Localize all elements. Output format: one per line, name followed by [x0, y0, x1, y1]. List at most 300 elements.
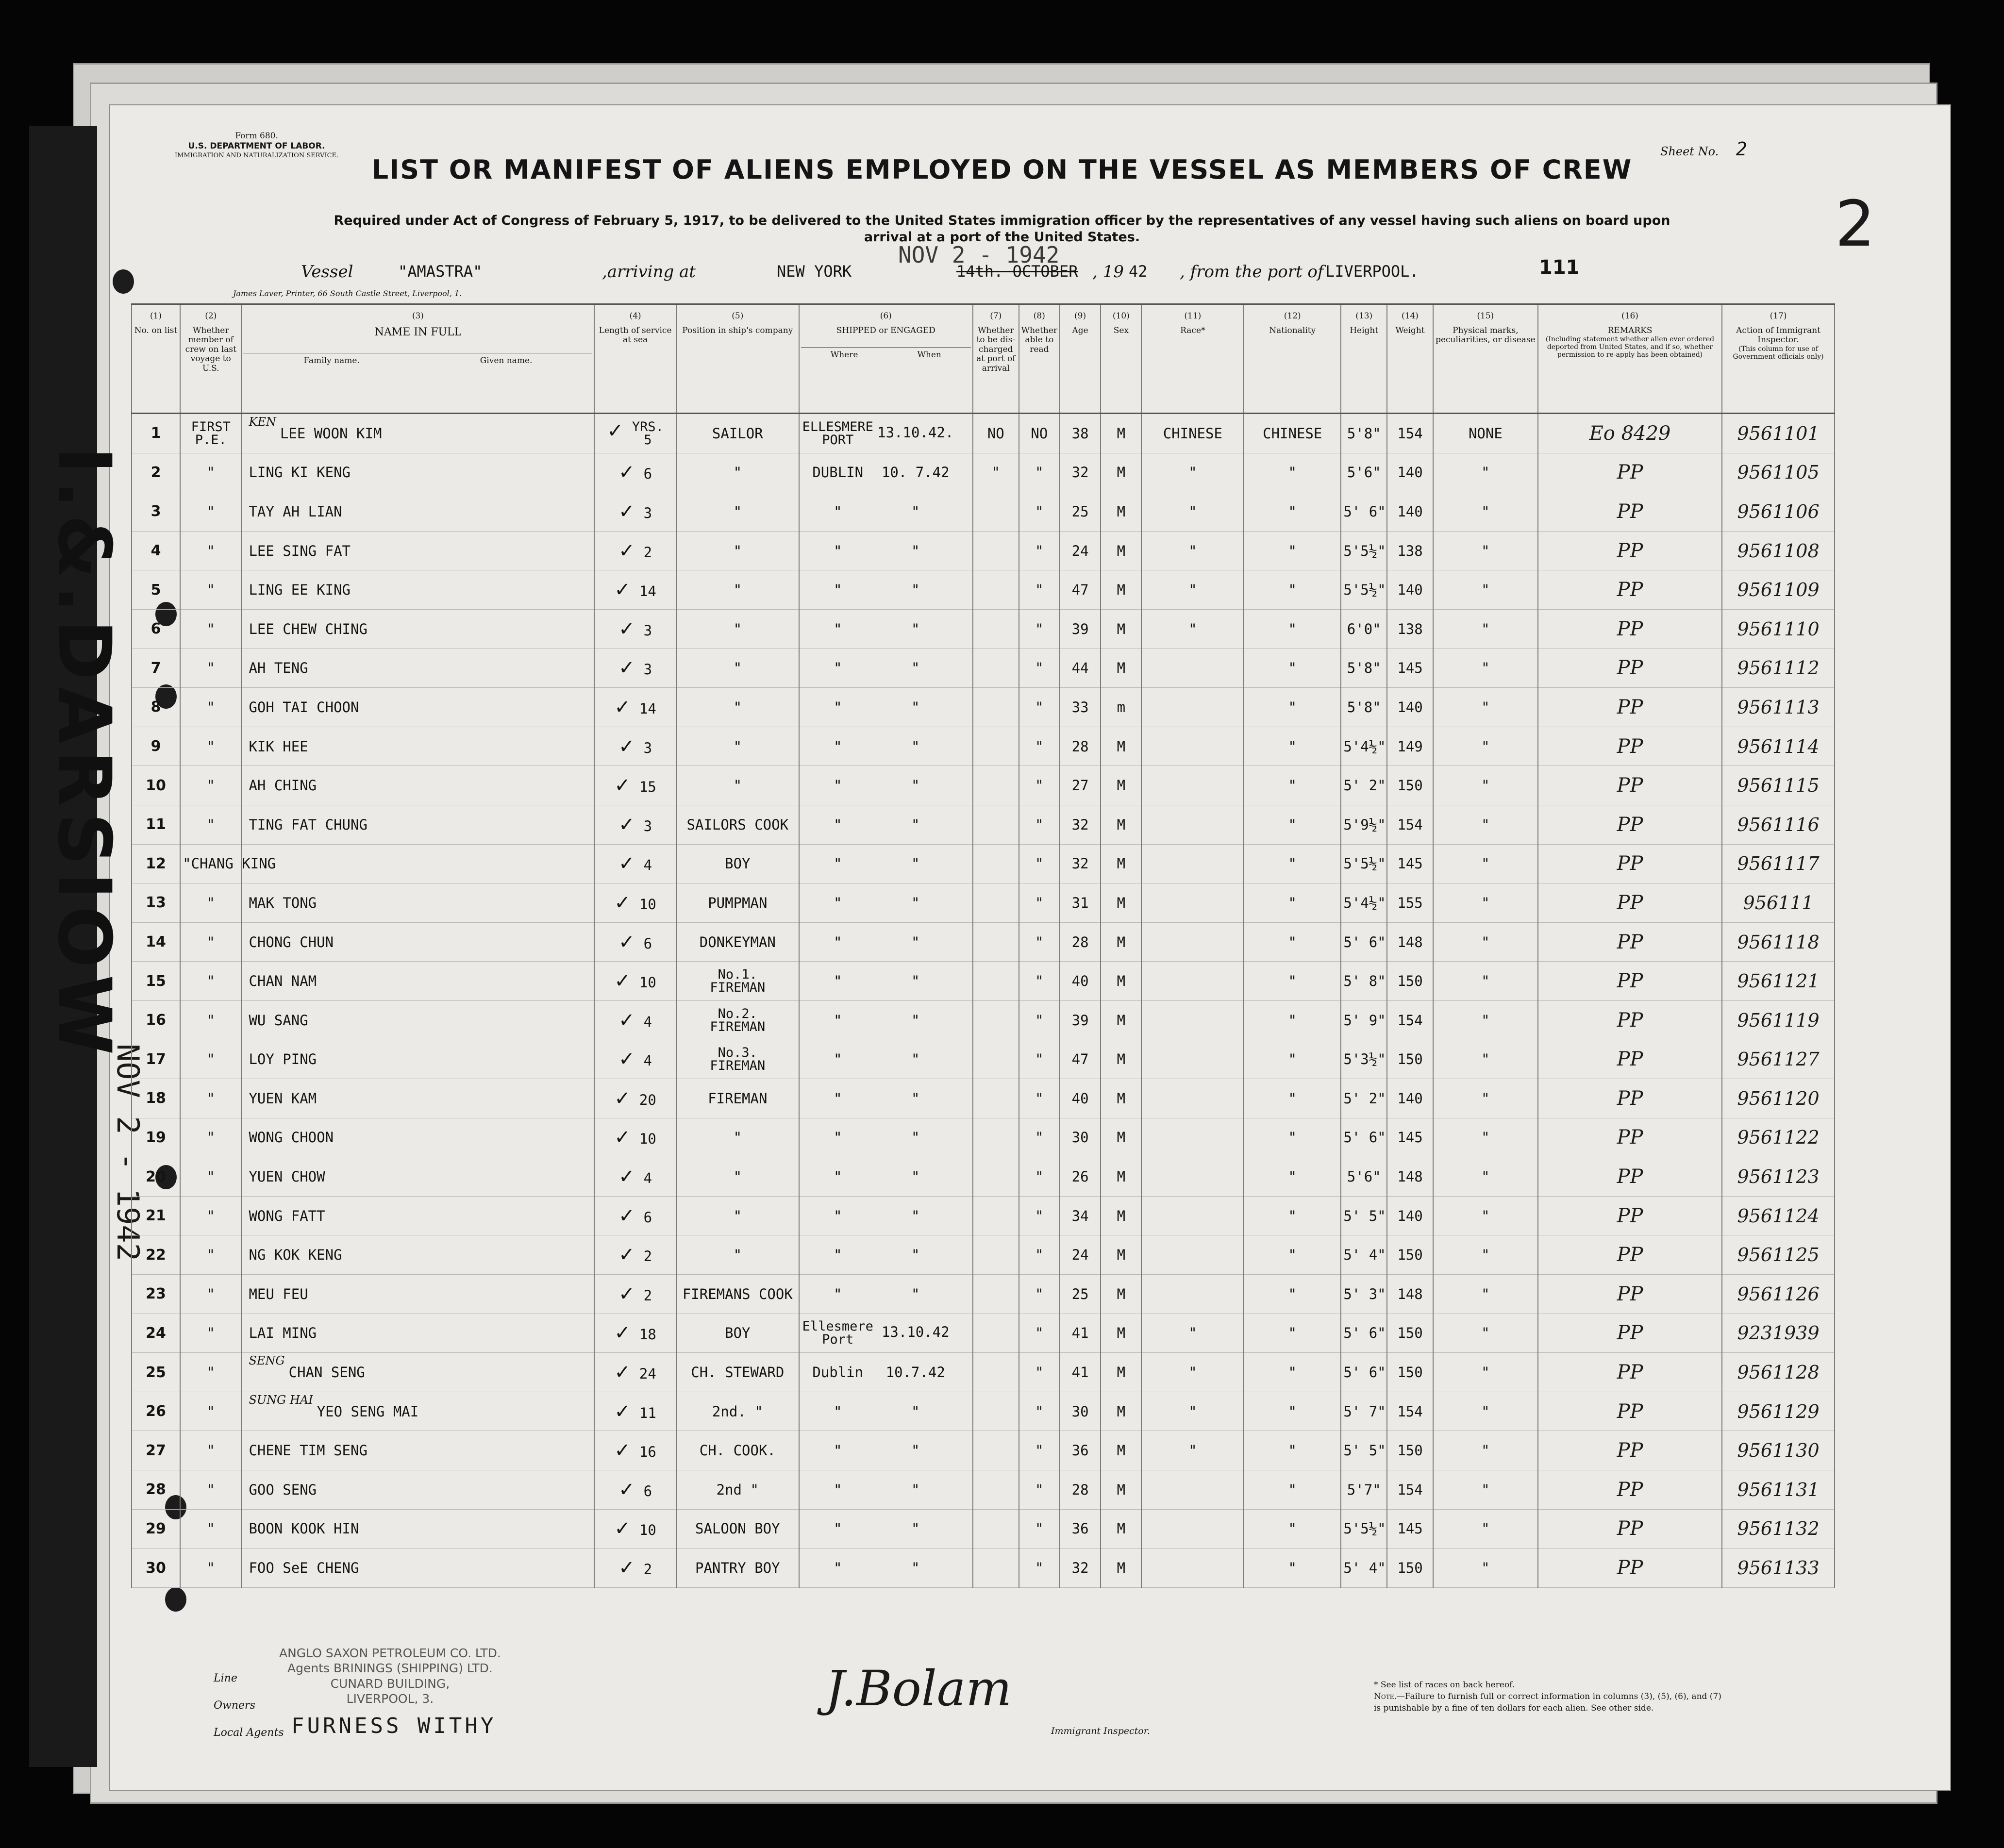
cell-inspector-action: 9561133 [1722, 1548, 1835, 1588]
cell-discharged [973, 531, 1019, 570]
cell-crew-name [241, 1470, 594, 1510]
cell-discharged [973, 1000, 1019, 1040]
cell-sex: M [1101, 1509, 1141, 1548]
cell-last-voyage: " [180, 922, 241, 962]
cell-height: 5' 4" [1341, 1235, 1387, 1275]
cell-discharged [973, 1196, 1019, 1235]
cell-last-voyage: " [180, 453, 241, 492]
crew-name-text: AH TENG [249, 660, 308, 677]
cell-last-voyage: " [180, 1353, 241, 1392]
cell-physical-marks: " [1433, 805, 1538, 844]
cell-position: " [676, 570, 799, 610]
cell-crew-name [241, 1509, 594, 1548]
col-position: (5) Position in ship's company [676, 304, 799, 414]
cell-race: " [1141, 531, 1244, 570]
cell-able-to-read: " [1019, 883, 1060, 923]
cell-race: " [1141, 1392, 1244, 1431]
where-header: Where [830, 350, 858, 360]
service: IMMIGRATION AND NATURALIZATION SERVICE. [175, 151, 339, 159]
cell-age: 40 [1060, 962, 1101, 1001]
cell-sex: M [1101, 1000, 1141, 1040]
cell-remarks: PP [1538, 727, 1722, 766]
cell-inspector-action: 9561119 [1722, 1000, 1835, 1040]
col-inspector-action: (17) Action of Immigrant Inspector. (This column for use of Government officials only) [1722, 304, 1835, 414]
cell-remarks: PP [1538, 1353, 1722, 1392]
cell-shipped: " " [799, 1235, 973, 1275]
cell-last-voyage: " [180, 1470, 241, 1510]
cell-service-years: ✓ 2 [594, 1275, 676, 1314]
cell-inspector-action: 9561110 [1722, 609, 1835, 649]
cell-height: 5' 5" [1341, 1431, 1387, 1470]
cell-race [1141, 1079, 1244, 1118]
cell-able-to-read: " [1019, 844, 1060, 883]
cell-remarks: PP [1538, 1431, 1722, 1470]
cell-shipped: " " [799, 570, 973, 610]
cell-position: FIREMAN [676, 1079, 799, 1118]
cell-discharged [973, 1470, 1019, 1510]
cell-able-to-read: " [1019, 453, 1060, 492]
cell-physical-marks: " [1433, 492, 1538, 532]
cell-discharged [973, 1314, 1019, 1353]
cell-sex: M [1101, 531, 1141, 570]
cell-row-number: 20 [132, 1157, 180, 1197]
crew-name-text: LING KI KENG [249, 464, 351, 481]
cell-discharged [973, 688, 1019, 727]
crew-name-text: MAK TONG [249, 894, 317, 911]
cell-weight: 145 [1387, 844, 1433, 883]
cell-physical-marks: " [1433, 883, 1538, 923]
cell-remarks: PP [1538, 962, 1722, 1001]
cell-discharged [973, 1353, 1019, 1392]
cell-sex: M [1101, 1548, 1141, 1588]
cell-weight: 154 [1387, 414, 1433, 453]
check-mark-icon: ✓ [618, 1048, 635, 1071]
cell-crew-name [241, 1196, 594, 1235]
crew-name-text: YUEN KAM [249, 1090, 317, 1107]
cell-physical-marks: " [1433, 1509, 1538, 1548]
table-row [132, 1314, 1835, 1353]
cell-sex: M [1101, 883, 1141, 923]
table-row [132, 844, 1835, 883]
cell-inspector-action: 9561130 [1722, 1431, 1835, 1470]
cell-nationality: " [1244, 727, 1341, 766]
cell-last-voyage: " [180, 688, 241, 727]
when-header: When [917, 350, 941, 360]
cell-age: 25 [1060, 1275, 1101, 1314]
cell-service-years: ✓ 6 [594, 1196, 676, 1235]
cell-discharged: NO [973, 414, 1019, 453]
cell-age: 34 [1060, 1196, 1101, 1235]
cell-race: CHINESE [1141, 414, 1244, 453]
cell-nationality: " [1244, 922, 1341, 962]
local-agents-handwritten: FURNESS WITHY [291, 1714, 497, 1738]
cell-crew-name [241, 1548, 594, 1588]
cell-position: " [676, 766, 799, 805]
check-mark-icon: ✓ [614, 1322, 631, 1345]
cell-inspector-action: 9561112 [1722, 649, 1835, 688]
cell-age: 36 [1060, 1509, 1101, 1548]
cell-race [1141, 962, 1244, 1001]
cell-race [1141, 1509, 1244, 1548]
table-row [132, 1392, 1835, 1431]
cell-age: 28 [1060, 727, 1101, 766]
cell-physical-marks: " [1433, 1470, 1538, 1510]
corner-mark: 2 [1835, 187, 1875, 261]
cell-crew-name [241, 1314, 594, 1353]
cell-row-number: 27 [132, 1431, 180, 1470]
check-mark-icon: ✓ [614, 1087, 631, 1110]
cell-weight: 150 [1387, 1353, 1433, 1392]
cell-crew-name [241, 922, 594, 962]
check-mark-icon: ✓ [614, 774, 631, 797]
table-row [132, 1509, 1835, 1548]
cell-crew-name [241, 1431, 594, 1470]
cell-shipped: DUBLIN 10. 7.42 [799, 453, 973, 492]
cell-race [1141, 766, 1244, 805]
cell-discharged [973, 1235, 1019, 1275]
cell-weight: 154 [1387, 1392, 1433, 1431]
col-read: (8) Whether able to read [1019, 304, 1060, 414]
cell-position: 2nd " [676, 1470, 799, 1510]
cell-able-to-read: " [1019, 609, 1060, 649]
table-row [132, 453, 1835, 492]
cell-age: 28 [1060, 1470, 1101, 1510]
table-row [132, 727, 1835, 766]
col-discharged: (7) Whether to be dis-charged at port of arrival [973, 304, 1019, 414]
cell-crew-name [241, 609, 594, 649]
cell-row-number: 23 [132, 1275, 180, 1314]
local-agents-label: Local Agents [214, 1727, 284, 1739]
cell-height: 5'8" [1341, 649, 1387, 688]
col-physical-marks: (15) Physical marks, peculiarities, or disease [1433, 304, 1538, 414]
cell-crew-name [241, 883, 594, 923]
cell-discharged [973, 844, 1019, 883]
cell-age: 44 [1060, 649, 1101, 688]
cell-discharged [973, 1431, 1019, 1470]
check-mark-icon: ✓ [614, 579, 631, 601]
cell-discharged [973, 922, 1019, 962]
cell-discharged [973, 962, 1019, 1001]
crew-name-text: LEE WOON KIM [280, 425, 382, 442]
cell-age: 39 [1060, 609, 1101, 649]
page-subtitle [0, 213, 2004, 246]
cell-age: 41 [1060, 1353, 1101, 1392]
punch-hole [113, 269, 134, 294]
cell-remarks: PP [1538, 492, 1722, 532]
cell-last-voyage: " [180, 1392, 241, 1431]
family-name-header: Family name. [303, 355, 360, 366]
check-mark-icon: ✓ [618, 735, 635, 758]
cell-height: 5' 6" [1341, 1314, 1387, 1353]
col-sex: (10) Sex [1101, 304, 1141, 414]
cell-height: 5'7" [1341, 1470, 1387, 1510]
cell-row-number: 15 [132, 962, 180, 1001]
cell-service-years: ✓ 3 [594, 609, 676, 649]
cell-weight: 138 [1387, 531, 1433, 570]
cell-row-number: 6 [132, 609, 180, 649]
cell-physical-marks: " [1433, 1196, 1538, 1235]
cell-discharged: " [973, 453, 1019, 492]
cell-inspector-action: 9561127 [1722, 1040, 1835, 1079]
check-mark-icon: ✓ [618, 1244, 635, 1266]
check-mark-icon: ✓ [614, 1439, 631, 1462]
cell-row-number: 2 [132, 453, 180, 492]
cell-able-to-read: " [1019, 492, 1060, 532]
cell-race [1141, 1548, 1244, 1588]
cell-last-voyage: " [180, 962, 241, 1001]
subtitle-text: Required under Act of Congress of February 5, 1917, to be delivered to the United States immigration officer by the representatives of any vessel having such aliens on board upon arrival at a port of the United States. [334, 213, 1670, 245]
cell-physical-marks: " [1433, 609, 1538, 649]
cell-age: 47 [1060, 1040, 1101, 1079]
table-row [132, 492, 1835, 532]
cell-shipped: " " [799, 962, 973, 1001]
cell-last-voyage: " [180, 805, 241, 844]
cell-row-number: 16 [132, 1000, 180, 1040]
cell-physical-marks: " [1433, 1353, 1538, 1392]
table-row [132, 414, 1835, 453]
cell-age: 26 [1060, 1157, 1101, 1197]
cell-inspector-action: 9561129 [1722, 1392, 1835, 1431]
cell-last-voyage: " [180, 727, 241, 766]
cell-race [1141, 1118, 1244, 1157]
cell-crew-name [241, 688, 594, 727]
crew-name-text: CHAN SENG [288, 1364, 365, 1381]
cell-able-to-read: " [1019, 727, 1060, 766]
cell-crew-name [241, 727, 594, 766]
cell-height: 5' 8" [1341, 962, 1387, 1001]
cell-service-years: ✓ 3 [594, 649, 676, 688]
cell-service-years: ✓ 6 [594, 1470, 676, 1510]
cell-nationality: " [1244, 766, 1341, 805]
cell-inspector-action: 9561128 [1722, 1353, 1835, 1392]
cell-discharged [973, 1392, 1019, 1431]
cell-crew-name [241, 414, 594, 453]
cell-age: 39 [1060, 1000, 1101, 1040]
cell-physical-marks: " [1433, 962, 1538, 1001]
footer-labels [214, 1665, 284, 1747]
sheet-number-label: Sheet No. [1660, 145, 1719, 158]
cell-service-years: ✓ 2 [594, 1548, 676, 1588]
cell-inspector-action: 9561115 [1722, 766, 1835, 805]
cell-row-number: 3 [132, 492, 180, 532]
arriving-label: ,arriving at [602, 262, 696, 282]
cell-crew-name [241, 1353, 594, 1392]
crew-name-text: NG KOK KENG [249, 1247, 342, 1264]
cell-weight: 140 [1387, 1196, 1433, 1235]
cell-crew-name [241, 1235, 594, 1275]
cell-weight: 145 [1387, 1118, 1433, 1157]
crew-manifest-table [131, 303, 1835, 1588]
cell-last-voyage: " [180, 1548, 241, 1588]
cell-sex: M [1101, 1392, 1141, 1431]
list-number: 111 [1539, 256, 1580, 279]
arrival-port: NEW YORK [777, 262, 852, 281]
cell-row-number: 25 [132, 1353, 180, 1392]
cell-inspector-action: 9561113 [1722, 688, 1835, 727]
cell-able-to-read: " [1019, 1079, 1060, 1118]
cell-shipped: " " [799, 1548, 973, 1588]
cell-shipped: " " [799, 727, 973, 766]
cell-able-to-read: " [1019, 1353, 1060, 1392]
cell-last-voyage: " [180, 883, 241, 923]
cell-weight: 149 [1387, 727, 1433, 766]
crew-name-text: LING EE KING [249, 582, 351, 599]
cell-row-number: 13 [132, 883, 180, 923]
cell-age: 33 [1060, 688, 1101, 727]
cell-remarks: PP [1538, 883, 1722, 923]
line-label: Line [214, 1672, 237, 1684]
cell-race: " [1141, 453, 1244, 492]
cell-race [1141, 1235, 1244, 1275]
cell-position: " [676, 609, 799, 649]
cell-height: 5'6" [1341, 453, 1387, 492]
cell-physical-marks: " [1433, 649, 1538, 688]
cell-sex: M [1101, 727, 1141, 766]
struck-date: 14th. OCTOBER [956, 262, 1078, 281]
cell-nationality: " [1244, 962, 1341, 1001]
cell-race [1141, 805, 1244, 844]
cell-weight: 150 [1387, 1040, 1433, 1079]
cell-race: " [1141, 1353, 1244, 1392]
cell-able-to-read: " [1019, 1392, 1060, 1431]
cell-age: 24 [1060, 1235, 1101, 1275]
side-date-stamp: NOV 2 - 1942 [110, 1044, 146, 1261]
check-mark-icon: ✓ [614, 696, 631, 718]
cell-row-number: 5 [132, 570, 180, 610]
agent-stamp: ANGLO SAXON PETROLEUM CO. LTD. Agents BRININGS (SHIPPING) LTD. CUNARD BUILDING, LIVERPOOL, 3. [279, 1646, 501, 1706]
cell-shipped: " " [799, 922, 973, 962]
cell-nationality: CHINESE [1244, 414, 1341, 453]
cell-weight: 140 [1387, 1079, 1433, 1118]
cell-service-years: ✓ 14 [594, 570, 676, 610]
cell-able-to-read: " [1019, 922, 1060, 962]
cell-position: " [676, 1235, 799, 1275]
cell-able-to-read: " [1019, 962, 1060, 1001]
given-name-header: Given name. [480, 355, 533, 366]
cell-nationality: " [1244, 609, 1341, 649]
cell-service-years: ✓ 6 [594, 922, 676, 962]
cell-position: " [676, 453, 799, 492]
check-mark-icon: ✓ [618, 461, 635, 484]
cell-row-number: 18 [132, 1079, 180, 1118]
cell-sex: M [1101, 1040, 1141, 1079]
cell-physical-marks: " [1433, 1235, 1538, 1275]
cell-position: " [676, 1118, 799, 1157]
table-row [132, 1235, 1835, 1275]
cell-row-number: 17 [132, 1040, 180, 1079]
cell-service-years: ✓ 3 [594, 727, 676, 766]
cell-nationality: " [1244, 1157, 1341, 1197]
cell-row-number: 14 [132, 922, 180, 962]
cell-row-number: 11 [132, 805, 180, 844]
cell-service-years: ✓ 18 [594, 1314, 676, 1353]
cell-last-voyage: " [180, 1275, 241, 1314]
cell-height: 5'4½" [1341, 727, 1387, 766]
cell-able-to-read: " [1019, 1040, 1060, 1079]
check-mark-icon: ✓ [614, 1517, 631, 1540]
cell-nationality: " [1244, 1118, 1341, 1157]
cell-age: 36 [1060, 1431, 1101, 1470]
cell-shipped: " " [799, 531, 973, 570]
punch-hole [165, 1587, 186, 1612]
cell-able-to-read: " [1019, 688, 1060, 727]
cell-crew-name [241, 1118, 594, 1157]
cell-inspector-action: 9231939 [1722, 1314, 1835, 1353]
cell-physical-marks: " [1433, 766, 1538, 805]
cell-crew-name [241, 805, 594, 844]
cell-crew-name [241, 1157, 594, 1197]
check-mark-icon: ✓ [614, 970, 631, 993]
cell-position: FIREMANS COOK [676, 1275, 799, 1314]
cell-weight: 138 [1387, 609, 1433, 649]
cell-row-number: 10 [132, 766, 180, 805]
cell-inspector-action: 9561114 [1722, 727, 1835, 766]
cell-nationality: " [1244, 1353, 1341, 1392]
check-mark-icon: ✓ [618, 1009, 635, 1032]
cell-sex: M [1101, 1235, 1141, 1275]
cell-shipped: " " [799, 1196, 973, 1235]
cell-physical-marks: " [1433, 1548, 1538, 1588]
cell-remarks: PP [1538, 805, 1722, 844]
cell-height: 5' 2" [1341, 1079, 1387, 1118]
table-row [132, 922, 1835, 962]
cell-row-number: 12 [132, 844, 180, 883]
table-row [132, 1040, 1835, 1079]
cell-race: " [1141, 609, 1244, 649]
cell-remarks: PP [1538, 688, 1722, 727]
cell-last-voyage: " [180, 1118, 241, 1157]
col-height: (13) Height [1341, 304, 1387, 414]
cell-physical-marks: NONE [1433, 414, 1538, 453]
cell-age: 38 [1060, 414, 1101, 453]
cell-sex: M [1101, 805, 1141, 844]
cell-sex: M [1101, 962, 1141, 1001]
cell-height: 5' 6" [1341, 1353, 1387, 1392]
cell-remarks: PP [1538, 922, 1722, 962]
cell-discharged [973, 570, 1019, 610]
cell-sex: M [1101, 649, 1141, 688]
cell-service-years: ✓ 10 [594, 883, 676, 923]
cell-position: " [676, 727, 799, 766]
cell-inspector-action: 9561105 [1722, 453, 1835, 492]
cell-able-to-read: " [1019, 1431, 1060, 1470]
cell-service-years: ✓ 14 [594, 688, 676, 727]
cell-crew-name [241, 649, 594, 688]
cell-race [1141, 1275, 1244, 1314]
cell-shipped: " " [799, 688, 973, 727]
cell-last-voyage: " [180, 1157, 241, 1197]
crew-name-text: LEE CHEW CHING [249, 620, 367, 637]
cell-race [1141, 1157, 1244, 1197]
cell-race [1141, 844, 1244, 883]
cell-weight: 140 [1387, 453, 1433, 492]
cell-sex: M [1101, 609, 1141, 649]
cell-nationality: " [1244, 1235, 1341, 1275]
table-row [132, 1000, 1835, 1040]
cell-remarks: PP [1538, 570, 1722, 610]
cell-last-voyage: " [180, 609, 241, 649]
penalty-note: Note.—Failure to furnish full or correct information in columns (3), (5), (6), and (7) is punishable by a fine of ten dollars for each alien. See other side. [1374, 1691, 1721, 1713]
cell-height: 5' 4" [1341, 1548, 1387, 1588]
cell-nationality: " [1244, 1275, 1341, 1314]
crew-name-text: YUEN CHOW [249, 1168, 325, 1185]
cell-race [1141, 1040, 1244, 1079]
cell-sex: M [1101, 766, 1141, 805]
cell-last-voyage: " [180, 492, 241, 532]
cell-crew-name [241, 1079, 594, 1118]
cell-able-to-read: " [1019, 1000, 1060, 1040]
cell-discharged [973, 1509, 1019, 1548]
